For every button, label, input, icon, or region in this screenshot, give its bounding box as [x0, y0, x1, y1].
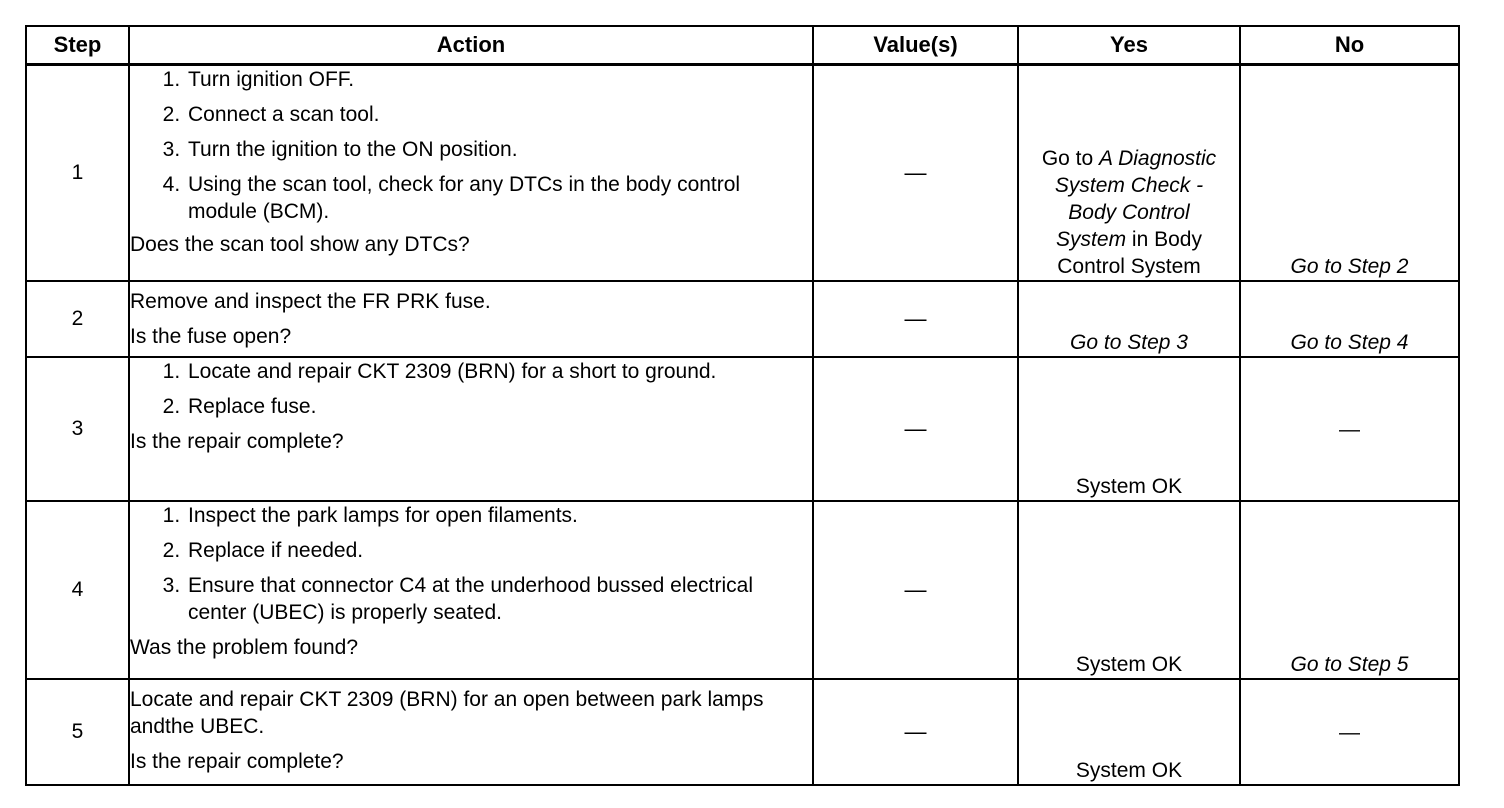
action-text: Remove and inspect the FR PRK fuse. — [130, 290, 491, 313]
yes-link-reference[interactable]: A Diagnostic System Check - Body Control System — [1054, 147, 1217, 251]
action-cell — [129, 357, 813, 501]
yes-cell: System OK — [1018, 357, 1240, 501]
action-step: 3. Turn the ignition to the ON position. — [186, 136, 812, 163]
table-row — [26, 65, 1459, 282]
step-number: 3 — [26, 357, 129, 501]
yes-cell: System OK — [1018, 679, 1240, 785]
table-row — [26, 501, 1459, 679]
value-cell: — — [813, 65, 1018, 282]
value-cell: — — [813, 679, 1018, 785]
value-cell: — — [813, 281, 1018, 357]
action-question: Is the fuse open? — [130, 325, 292, 348]
step-number: 1 — [26, 65, 129, 282]
header-action: Action — [129, 26, 813, 65]
header-step: Step — [26, 26, 129, 65]
no-link[interactable]: Go to Step 2 — [1290, 255, 1409, 278]
table-row — [26, 679, 1459, 785]
action-text: Locate and repair CKT 2309 (BRN) for an open between park lamps andthe UBEC. — [130, 688, 764, 738]
no-cell — [1240, 501, 1459, 679]
action-step: 4. Using the scan tool, check for any DTCs in the body control module (BCM). — [186, 171, 812, 225]
action-cell — [129, 501, 813, 679]
table-row — [26, 357, 1459, 501]
yes-cell — [1018, 281, 1240, 357]
step-number: 5 — [26, 679, 129, 785]
yes-cell: System OK — [1018, 501, 1240, 679]
action-steps — [130, 66, 812, 225]
yes-cell — [1018, 65, 1240, 282]
action-question: Was the problem found? — [130, 636, 359, 659]
action-question: Does the scan tool show any DTCs? — [130, 233, 470, 256]
action-step: 3. Ensure that connector C4 at the underhood bussed electrical center (UBEC) is properly seated. — [186, 572, 812, 626]
action-step: 2. Connect a scan tool. — [186, 101, 812, 128]
action-step: 1. Locate and repair CKT 2309 (BRN) for a short to ground. — [186, 358, 812, 385]
no-cell — [1240, 281, 1459, 357]
header-row — [26, 26, 1459, 65]
action-step: 2. Replace fuse. — [186, 393, 812, 420]
diagnostic-table — [25, 25, 1460, 786]
action-steps — [130, 502, 812, 626]
action-question: Is the repair complete? — [130, 750, 344, 773]
no-cell: — — [1240, 679, 1459, 785]
action-step: 1. Inspect the park lamps for open filaments. — [186, 502, 812, 529]
value-cell: — — [813, 501, 1018, 679]
yes-link[interactable]: Go to Step 3 — [1070, 331, 1188, 354]
step-number: 4 — [26, 501, 129, 679]
action-question: Is the repair complete? — [130, 430, 344, 453]
table-row — [26, 281, 1459, 357]
action-step: 2. Replace if needed. — [186, 537, 812, 564]
header-no: No — [1240, 26, 1459, 65]
value-cell: — — [813, 357, 1018, 501]
action-cell — [129, 281, 813, 357]
action-cell — [129, 679, 813, 785]
no-link[interactable]: Go to Step 5 — [1290, 653, 1409, 676]
action-steps — [130, 358, 812, 420]
yes-text: in Body Control System — [1057, 228, 1202, 278]
no-cell — [1240, 65, 1459, 282]
step-number: 2 — [26, 281, 129, 357]
action-cell — [129, 65, 813, 282]
header-value: Value(s) — [813, 26, 1018, 65]
header-yes: Yes — [1018, 26, 1240, 65]
yes-text: Go to — [1041, 147, 1100, 170]
no-link[interactable]: Go to Step 4 — [1290, 331, 1409, 354]
action-step: 1. Turn ignition OFF. — [186, 66, 812, 93]
no-cell: — — [1240, 357, 1459, 501]
